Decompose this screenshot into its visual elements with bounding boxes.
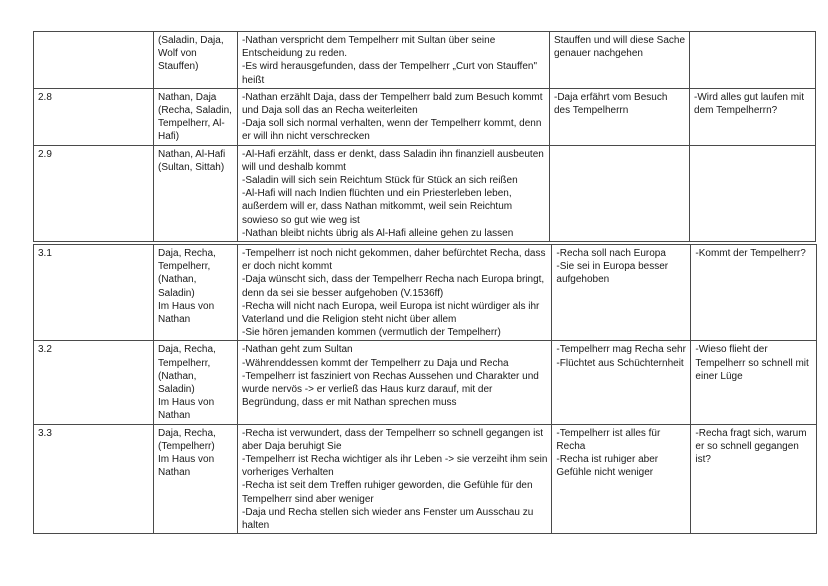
scene-text: 2.8 xyxy=(38,91,52,103)
knowledge-line: Stauffen und will diese Sache xyxy=(554,35,686,46)
table-row xyxy=(34,32,816,89)
persons-line: Nathan xyxy=(158,410,191,422)
content-line: -Recha ist seit dem Treffen ruhiger geworden, die Gefühle für den xyxy=(242,480,533,492)
cell-scene xyxy=(34,32,154,89)
content-line: -Al-Hafi will nach Indien flüchten und ein Priesterleben leben, xyxy=(242,188,512,200)
content-line: -Tempelherr ist noch nicht gekommen, daher befürchtet Recha, dass xyxy=(242,248,546,259)
cell-scene xyxy=(34,424,154,534)
content-line: -Nathan verspricht dem Tempelherr mit Sultan über seine xyxy=(242,35,496,46)
cell-scene xyxy=(34,145,154,241)
scene-table-act-2 xyxy=(33,31,816,242)
cell-content xyxy=(238,145,550,241)
scene-text: 2.9 xyxy=(38,148,52,160)
table-body xyxy=(34,245,817,534)
cell-persons xyxy=(154,245,238,341)
content-line: Begründung, dass er mit Nathan sprechen muss xyxy=(242,397,457,409)
content-line: Tempelherr sind aber weniger xyxy=(242,493,374,505)
content-line: -Tempelherr ist fasziniert von Rechas Aussehen und Charakter und xyxy=(242,370,539,382)
persons-line: Daja, Recha, xyxy=(158,344,216,356)
cell-content xyxy=(238,32,550,89)
content-line: wurde nervös -> er verließ das Haus kurz darauf, mit der xyxy=(242,384,493,396)
table-row xyxy=(34,424,817,534)
table-row xyxy=(34,145,816,241)
cell-questions xyxy=(690,32,816,89)
questions-line: er so schnell gegangen xyxy=(695,440,799,452)
knowledge-line: -Tempelherr ist alles für xyxy=(556,427,661,439)
questions-line: einer Lüge xyxy=(695,370,743,382)
content-line: vorheriges Verhalten xyxy=(242,467,334,479)
cell-questions xyxy=(691,424,817,534)
cell-questions xyxy=(690,145,816,241)
cell-persons xyxy=(154,32,238,89)
cell-persons xyxy=(154,341,238,424)
content-line: Entscheidung zu reden. xyxy=(242,48,348,60)
knowledge-line: genauer nachgehen xyxy=(554,48,643,60)
cell-persons xyxy=(154,145,238,241)
persons-line: Wolf von xyxy=(158,48,197,60)
persons-line: Daja, Recha, xyxy=(158,427,216,439)
cell-scene xyxy=(34,88,154,145)
content-line: halten xyxy=(242,520,270,532)
content-line: aber Daja beruhigt Sie xyxy=(242,440,342,452)
persons-line: Nathan, Al-Hafi xyxy=(158,148,226,160)
content-line: er will ihn nicht verschrecken xyxy=(242,131,370,143)
table-row xyxy=(34,88,816,145)
persons-line: Im Haus von xyxy=(158,454,215,466)
content-line: und Daja soll das an Recha weiterleiten xyxy=(242,105,418,117)
cell-knowledge xyxy=(550,88,690,145)
cell-knowledge xyxy=(552,341,691,424)
persons-line: Tempelherr, xyxy=(158,357,211,369)
content-line: -Recha will nicht nach Europa, weil Europa ist nicht würdiger als ihr xyxy=(242,300,540,312)
persons-line: (Recha, Saladin, xyxy=(158,105,232,117)
knowledge-line: -Sie sei in Europa besser xyxy=(556,261,669,273)
persons-line: Im Haus von xyxy=(158,397,215,409)
content-line: -Recha ist verwundert, dass der Tempelherr so schnell gegangen ist xyxy=(242,427,544,439)
persons-line: Nathan xyxy=(158,467,191,479)
scene-text: 3.2 xyxy=(38,344,52,356)
cell-knowledge xyxy=(552,245,691,341)
knowledge-line: -Tempelherr mag Recha sehr xyxy=(556,344,686,356)
content-line: -Tempelherr ist Recha wichtiger als ihr Leben -> sie verzeiht ihm sein xyxy=(242,454,548,466)
persons-line: (Saladin, Daja, xyxy=(158,35,224,46)
cell-knowledge xyxy=(550,32,690,89)
table-row xyxy=(34,341,817,424)
cell-content xyxy=(238,88,550,145)
knowledge-line: -Recha ist ruhiger aber xyxy=(556,454,659,466)
content-line: -Nathan bleibt nichts übrig als Al-Hafi alleine gehen zu lassen xyxy=(242,227,514,239)
scene-text: 3.3 xyxy=(38,427,52,439)
content-line: er doch nicht kommt xyxy=(242,261,333,273)
content-line: -Daja wünscht sich, dass der Tempelherr Recha nach Europa bringt, xyxy=(242,274,545,286)
content-line: sowieso so gut wie weg ist xyxy=(242,214,360,226)
content-line: Vaterland und die Religion steht nicht über allem xyxy=(242,314,457,326)
knowledge-line: des Tempelherrn xyxy=(554,105,629,117)
cell-persons xyxy=(154,424,238,534)
content-line: außerdem will er, dass Nathan mitkommt, weil sein Reichtum xyxy=(242,201,513,213)
cell-questions xyxy=(691,245,817,341)
persons-line: Hafi) xyxy=(158,131,180,143)
cell-content xyxy=(238,424,552,534)
persons-line: Im Haus von xyxy=(158,300,215,312)
content-line: -Nathan erzählt Daja, dass der Tempelherr bald zum Besuch kommt xyxy=(242,91,543,103)
table-body xyxy=(34,32,816,242)
knowledge-line: -Flüchtet aus Schüchternheit xyxy=(556,357,684,369)
cell-knowledge xyxy=(552,424,691,534)
content-line: heißt xyxy=(242,74,265,86)
questions-line: -Recha fragt sich, warum xyxy=(695,427,807,439)
cell-knowledge xyxy=(550,145,690,241)
persons-line: Saladin) xyxy=(158,384,195,396)
cell-questions xyxy=(690,88,816,145)
persons-line: Tempelherr, Al- xyxy=(158,118,225,130)
persons-line: Nathan, Daja xyxy=(158,91,217,103)
knowledge-line: Gefühle nicht weniger xyxy=(556,467,654,479)
content-line: -Daja und Recha stellen sich wieder ans Fenster um Ausschau zu xyxy=(242,506,534,518)
knowledge-line: aufgehoben xyxy=(556,274,610,286)
scene-table-act-3 xyxy=(33,244,817,534)
questions-line: -Wird alles gut laufen mit xyxy=(694,91,805,103)
questions-line: dem Tempelherrn? xyxy=(694,105,778,117)
persons-line: Daja, Recha, xyxy=(158,248,216,259)
cell-scene xyxy=(34,245,154,341)
persons-line: Nathan xyxy=(158,314,191,326)
persons-line: (Sultan, Sittah) xyxy=(158,161,225,173)
questions-line: -Kommt der Tempelherr? xyxy=(695,248,806,259)
content-line: -Währenddessen kommt der Tempelherr zu Daja und Recha xyxy=(242,357,509,369)
content-line: -Saladin will sich sein Reichtum Stück für Stück an sich reißen xyxy=(242,175,518,187)
persons-line: (Nathan, xyxy=(158,370,197,382)
content-line: denn da sei sie besser aufgehoben (V.1536ff) xyxy=(242,287,444,299)
content-line: -Sie hören jemanden kommen (vermutlich der Tempelherr) xyxy=(242,327,501,339)
knowledge-line: -Daja erfährt vom Besuch xyxy=(554,91,668,103)
knowledge-line: -Recha soll nach Europa xyxy=(556,248,666,259)
cell-scene xyxy=(34,341,154,424)
content-line: -Daja soll sich normal verhalten, wenn der Tempelherr kommt, denn xyxy=(242,118,542,130)
content-line: will und deshalb kommt xyxy=(242,161,346,173)
table-row xyxy=(34,245,817,341)
scene-text: 3.1 xyxy=(38,248,52,259)
persons-line: Saladin) xyxy=(158,287,195,299)
persons-line: (Nathan, xyxy=(158,274,197,286)
cell-questions xyxy=(691,341,817,424)
content-line: -Es wird herausgefunden, dass der Tempelherr „Curt von Stauffen" xyxy=(242,61,538,73)
persons-line: (Tempelherr) xyxy=(158,440,215,452)
content-line: -Nathan geht zum Sultan xyxy=(242,344,353,356)
questions-line: Tempelherr so schnell mit xyxy=(695,357,809,369)
cell-content xyxy=(238,341,552,424)
knowledge-line: Recha xyxy=(556,440,586,452)
persons-line: Tempelherr, xyxy=(158,261,211,273)
cell-persons xyxy=(154,88,238,145)
content-line: -Al-Hafi erzählt, dass er denkt, dass Saladin ihn finanziell ausbeuten xyxy=(242,148,544,160)
questions-line: -Wieso flieht der xyxy=(695,344,768,356)
cell-content xyxy=(238,245,552,341)
persons-line: Stauffen) xyxy=(158,61,199,73)
questions-line: ist? xyxy=(695,454,711,466)
